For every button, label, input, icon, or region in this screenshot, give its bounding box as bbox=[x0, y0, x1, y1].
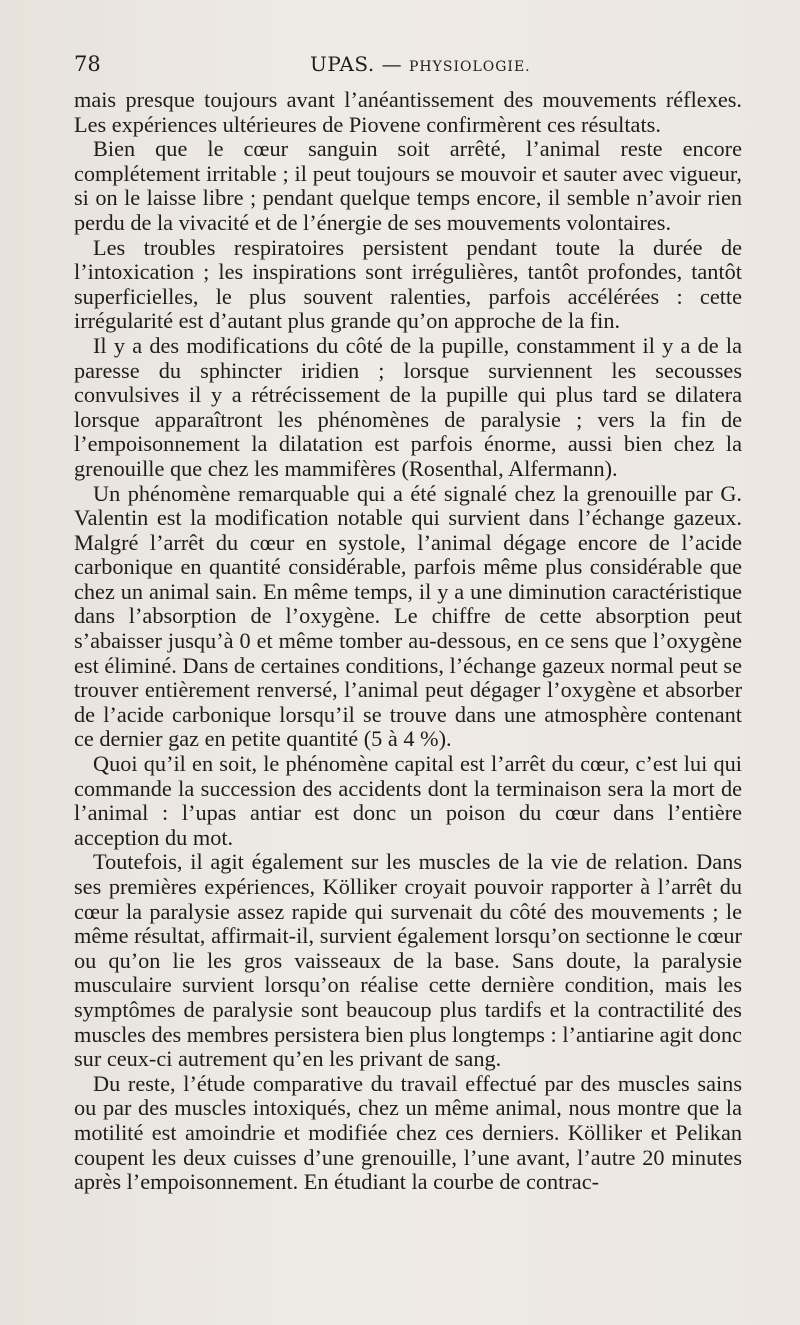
running-title-main: UPAS. bbox=[310, 52, 375, 76]
running-title-separator: — bbox=[381, 52, 403, 76]
paragraph: Quoi qu’il en soit, le phénomène capital est l’arrêt du cœur, c’est lui qui commande la succession des accidents dont la terminaison sera la mort de l’animal : l’upas antiar est donc un poison du cœur dans l’entière acception du mot. bbox=[74, 751, 742, 850]
paragraph: Toutefois, il agit également sur les muscles de la vie de relation. Dans ses premières expériences, Kölliker croyait pouvoir rapporter à l’arrêt du cœur la paralysie assez rapide qui survenait du côté des mouvements ; le même résultat, affirmait-il, survient également lorsqu’on sectionne le cœur ou qu’on lie les gros vaisseaux de la base. Sans doute, la paralysie musculaire survient lorsqu’on réalise cette dernière condition, mais les symptômes de paralysie sont beaucoup plus tardifs et la contractilité des muscles des membres persistera bien plus longtemps : l’antiarine agit donc sur ceux-ci autrement qu’en les privant de sang. bbox=[74, 849, 742, 1072]
paragraph: Les troubles respiratoires persistent pendant toute la durée de l’intoxication ; les inspirations sont irrégulières, tantôt profondes, tantôt superficielles, le plus souvent ralenties, parfois accélérées : cette irrégularité est d’autant plus grande qu’on approche de la fin. bbox=[74, 234, 742, 334]
body-text bbox=[74, 88, 742, 1195]
running-title-section: PHYSIOLOGIE. bbox=[408, 59, 531, 75]
paragraph-continued: mais presque toujours avant l’anéantissement des mouvements réflexes. Les expériences ultérieures de Piovene confirmèrent ces résultats. bbox=[74, 87, 742, 137]
paragraph: Du reste, l’étude comparative du travail effectué par des muscles sains ou par des muscles intoxiqués, chez un même animal, nous montre que la motilité est amoindrie et modifiée chez ces derniers. Kölliker et Pelikan coupent les deux cuisses d’une grenouille, l’une avant, l’autre 20 minutes après l’empoisonnement. En étudiant la courbe de contrac- bbox=[74, 1070, 742, 1195]
page-header bbox=[74, 52, 742, 82]
page-number: 78 bbox=[74, 52, 101, 76]
paragraph: Bien que le cœur sanguin soit arrêté, l’animal reste encore complétement irritable ; il peut toujours se mouvoir et sauter avec vigueur, si on le laisse libre ; pendant quelque temps encore, il semble n’avoir rien perdu de la vivacité et de l’énergie de ses mouvements volontaires. bbox=[74, 136, 742, 235]
paragraph: Il y a des modifications du côté de la pupille, constamment il y a de la paresse du sphincter iridien ; lorsque surviennent les secousses convulsives il y a rétrécissement de la pupille qui plus tard se dilatera lorsque apparaîtront les phénomènes de paralysie ; vers la fin de l’empoisonnement la dilatation est parfois énorme, aussi bien chez la grenouille que chez les mammifères (Rosenthal, Alfermann). bbox=[74, 332, 742, 481]
paragraph: Un phénomène remarquable qui a été signalé chez la grenouille par G. Valentin est la modification notable qui survient dans l’échange gazeux. Malgré l’arrêt du cœur en systole, l’animal dégage encore de l’acide carbonique en quantité considérable, parfois même plus considérable que chez un animal sain. En même temps, il y a une diminution caractéristique dans l’absorption de l’oxygène. Le chiffre de cette absorption peut s’abaisser jusqu’à 0 et même tomber au-dessous, en ce sens que l’oxygène est éliminé. Dans de certaines conditions, l’échange gazeux normal peut se trouver entièrement renversé, l’animal peut dégager l’oxygène et absorber de l’acide carbonique lorsqu’il se trouve dans une atmosphère contenant ce dernier gaz en petite quantité (5 à 4 %). bbox=[74, 480, 742, 752]
running-title bbox=[310, 52, 531, 76]
